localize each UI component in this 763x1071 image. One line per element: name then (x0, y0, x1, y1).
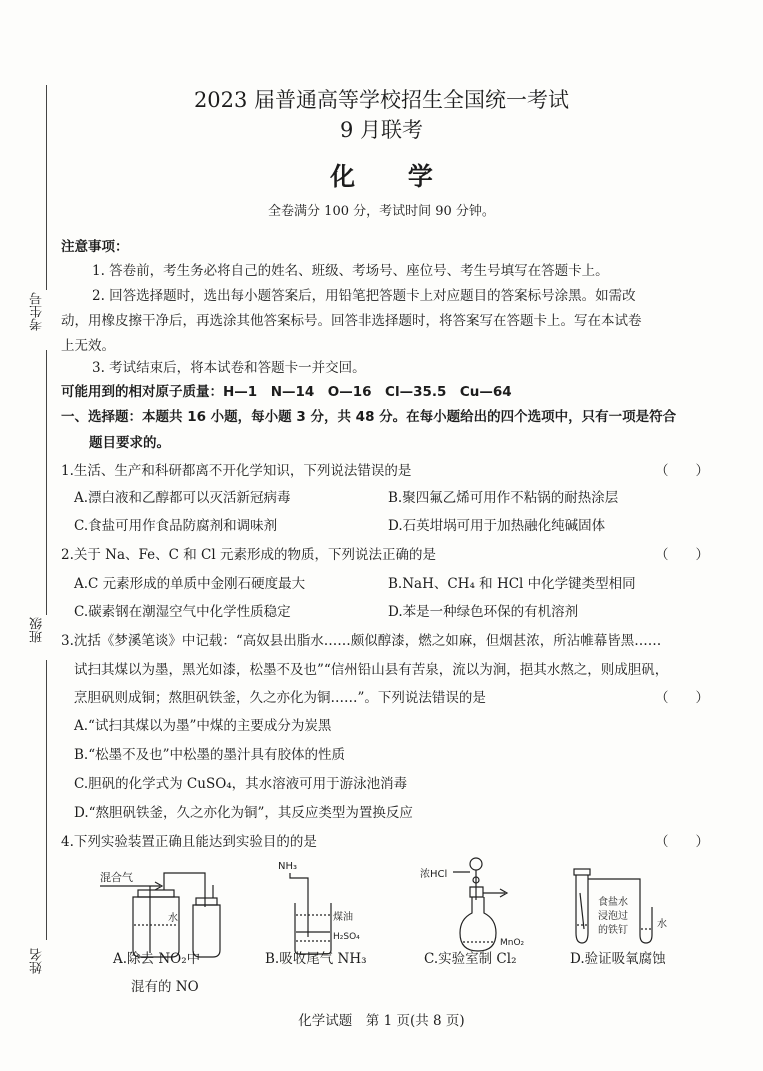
answer-parens: （ ） (655, 834, 709, 850)
option-b: B.聚四氟乙烯可用作不粘锅的耐热涂层 (388, 490, 619, 506)
question-stem: 3.沈括《梦溪笔谈》中记载：“高奴县出脂水……颇似醇漆，燃之如麻，但烟甚浓，所沾帷幕皆黑…… (61, 633, 662, 649)
subject-title: 化 学 (330, 162, 455, 191)
option-a: A.漂白液和乙醇都可以灭活新冠病毒 (74, 490, 291, 506)
apparatus-d-test-tube (574, 869, 667, 943)
option-b: B.“松墨不及也”中松墨的墨汁具有胶体的性质 (74, 747, 346, 763)
apparatus-d-salt-label: 的铁钉 (598, 925, 628, 936)
apparatus-d-water-label: 水 (657, 919, 667, 930)
notice-item: 上无效。 (61, 338, 115, 354)
option-c-caption: C.实验室制 Cl₂ (424, 951, 517, 967)
apparatus-b-oil-label: 煤油 (333, 912, 353, 923)
section-heading: 题目要求的。 (89, 435, 170, 451)
notice-heading: 注意事项： (61, 239, 129, 255)
question-stem: 4.下列实验装置正确且能达到实验目的的是 (61, 834, 317, 850)
notice-item: 3. 考试结束后，将本试卷和答题卡一并交回。 (92, 360, 366, 376)
option-d: D.石英坩埚可用于加热融化纯碱固体 (388, 518, 606, 534)
apparatus-b-beaker (278, 861, 360, 954)
option-d: D.“熬胆矾铁釜，久之亦化为铜”，其反应类型为置换反应 (74, 805, 413, 821)
option-a: A.“试扫其煤以为墨”中煤的主要成分为炭黑 (74, 718, 332, 734)
exam-title: 2023 届普通高等学校招生全国统一考试 (193, 88, 570, 112)
option-a-caption: A.除去 NO₂中 (113, 951, 201, 967)
side-exam-id-label: 考生号 (30, 292, 45, 331)
apparatus-d-salt-label: 食盐水 (598, 897, 628, 908)
apparatus-c-hcl-label: 浓HCl (420, 869, 448, 880)
question-stem: 烹胆矾则成铜；熬胆矾铁釜，久之亦化为铜……”。下列说法错误的是 (74, 690, 486, 706)
apparatus-a-label: 混合气 (100, 871, 133, 884)
option-a-caption: 混有的 NO (131, 979, 199, 995)
apparatus-d-salt-label: 浸泡过 (598, 911, 628, 922)
side-class-label: 班级 (30, 617, 45, 643)
option-c: C.胆矾的化学式为 CuSO₄，其水溶液可用于游泳池消毒 (74, 776, 408, 792)
apparatus-b-acid-label: H₂SO₄ (333, 932, 360, 942)
option-b: B.NaH、CH₄ 和 HCl 中化学键类型相同 (388, 576, 636, 592)
notice-item: 2. 回答选择题时，选出每小题答案后，用铅笔把答题卡上对应题目的答案标号涂黑。如需改 (92, 288, 636, 304)
option-d: D.苯是一种绿色环保的有机溶剂 (388, 604, 579, 620)
notice-item: 动，用橡皮擦干净后，再选涂其他答案标号。回答非选择题时，将答案写在答题卡上。写在本试卷 (61, 313, 642, 329)
apparatus-b-nh3-label: NH₃ (278, 861, 298, 872)
apparatus-c-mno2-label: MnO₂ (500, 938, 525, 948)
answer-parens: （ ） (655, 463, 709, 479)
option-a: A.C 元素形成的单质中金刚石硬度最大 (74, 576, 306, 592)
exam-note: 全卷满分 100 分，考试时间 90 分钟。 (268, 204, 495, 219)
question-stem: 1.生活、生产和科研都离不开化学知识，下列说法错误的是 (61, 463, 412, 479)
question-stem: 试扫其煤以为墨，黑光如漆，松墨不及也”“信州铅山县有苦泉，流以为涧，挹其水熬之，则成胆矾， (74, 662, 669, 678)
notice-item: 1. 答卷前，考生务必将自己的姓名、班级、考场号、座位号、考生号填写在答题卡上。 (92, 263, 609, 279)
option-b-caption: B.吸收尾气 NH₃ (265, 951, 367, 967)
apparatus-a-water-label: 水 (168, 913, 178, 924)
apparatus-c-flask (420, 858, 525, 951)
apparatus-a-wash-bottles (100, 870, 220, 957)
exam-subtitle: 9 月联考 (339, 118, 424, 142)
answer-parens: （ ） (655, 547, 709, 563)
section-heading: 一、选择题：本题共 16 小题，每小题 3 分，共 48 分。在每小题给出的四个选项中，只有一项是符合 (61, 409, 677, 425)
answer-parens: （ ） (655, 690, 709, 706)
option-d-caption: D.验证吸氧腐蚀 (570, 951, 666, 967)
option-c: C.食盐可用作食品防腐剂和调味剂 (74, 518, 278, 534)
side-name-label: 姓名 (30, 948, 45, 974)
atomic-mass-line: 可能用到的相对原子质量：H—1 N—14 O—16 Cl—35.5 Cu—64 (61, 384, 512, 400)
binding-line (46, 350, 47, 615)
question-stem: 2.关于 Na、Fe、C 和 Cl 元素形成的物质，下列说法正确的是 (61, 547, 437, 563)
page-footer: 化学试题 第 1 页(共 8 页) (298, 1013, 465, 1029)
option-c: C.碳素钢在潮湿空气中化学性质稳定 (74, 604, 291, 620)
